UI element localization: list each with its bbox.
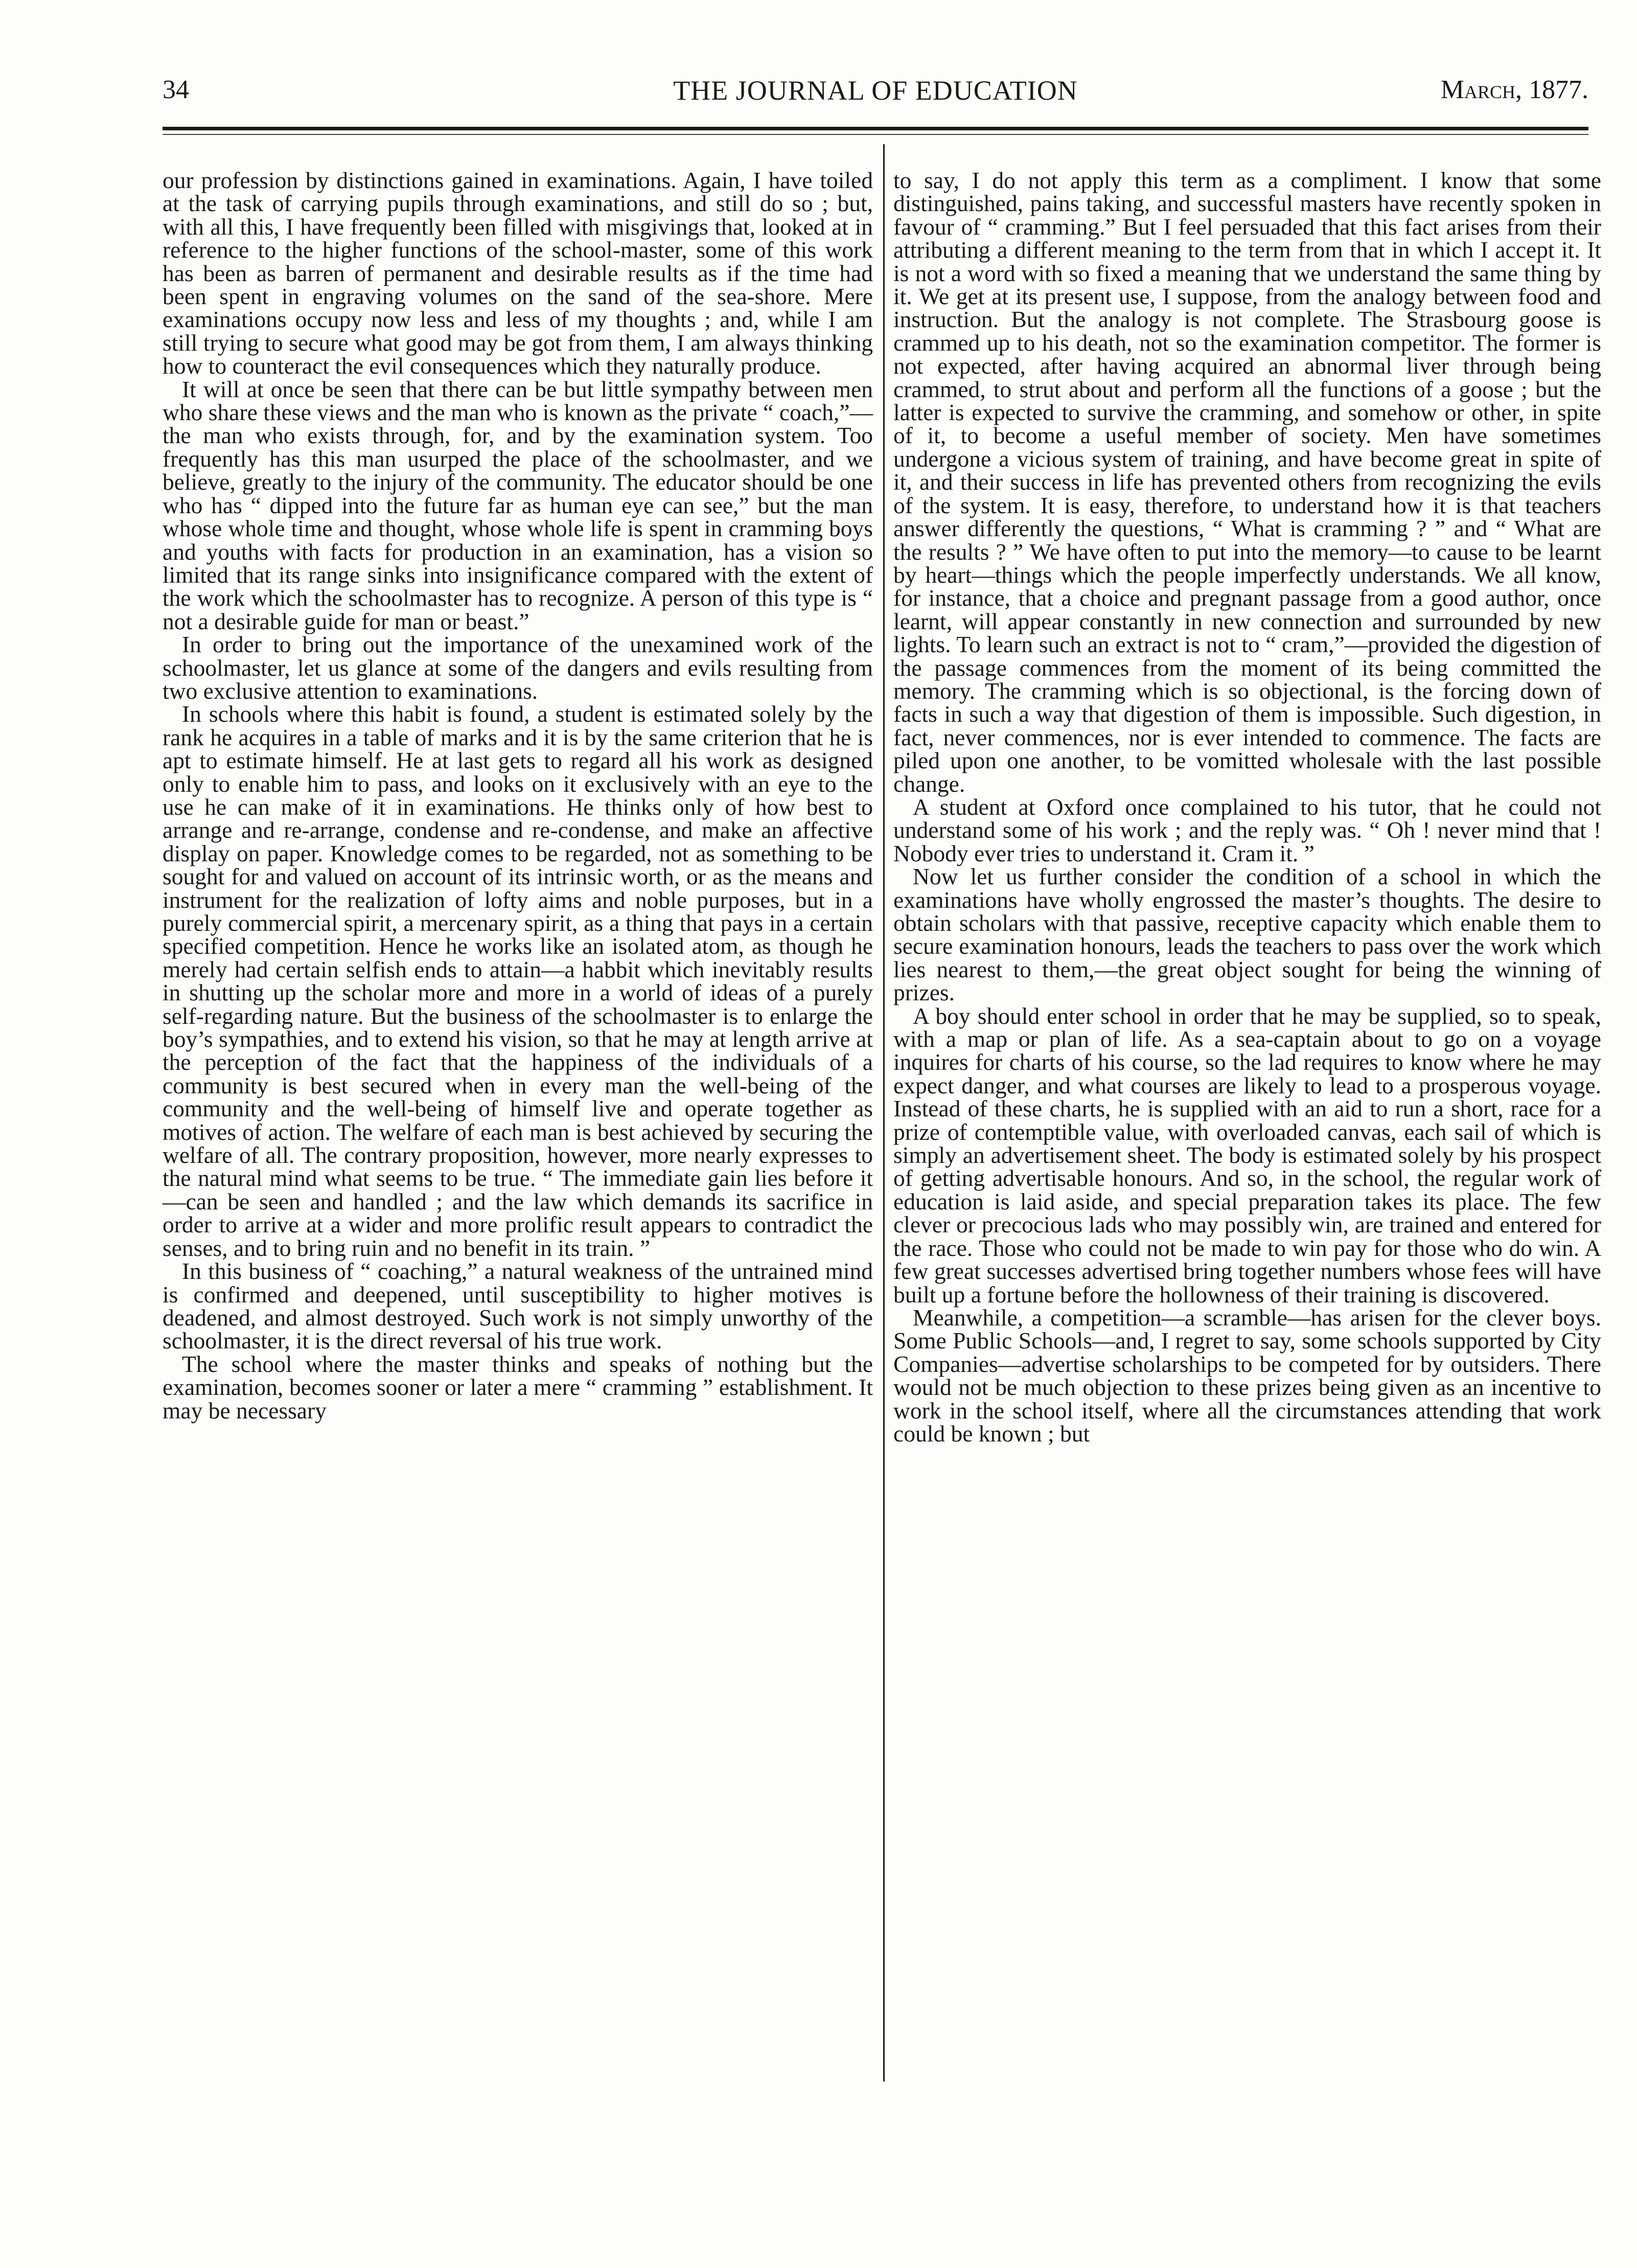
paragraph: It will at once be seen that there can be but little sympathy between men who share these views and the man who is known as the private “ coach,”—the man who exists through, for, and by the examination system. Too frequently has this man usurped the place of the schoolmaster, and we believe, greatly to the injury of the community. The educator should be one who has “ dipped into the future far as human eye can see,” but the man whose whole time and thought, whose whole life is spent in cramming boys and youths with facts for production in an examination, has a vision so limited that its range sinks into insignificance compared with the extent of the work which the schoolmaster has to recognize. A person of this type is “ not a desirable guide for man or beast.” bbox=[163, 376, 873, 634]
journal-title: THE JOURNAL OF EDUCATION bbox=[673, 75, 1078, 106]
paragraph: In order to bring out the importance of the unexamined work of the schoolmaster, let us glance at some of the dangers and evils resulting from two exclusive attention to examinations. bbox=[163, 631, 873, 704]
paragraph: our profession by distinctions gained in examinations. Again, I have toiled at the task of carrying pupils through examinations, and still do so ; but, with all this, I have frequently been filled with misgivings that, looked at in reference to the higher functions of the school-master, some of this work has been as barren of permanent and desirable results as if the time had been spent in engraving volumes on the sand of the sea-shore. Mere examinations occupy now less and less of my thoughts ; and, while I am still trying to secure what good may be got from them, I am always thinking how to counteract the evil consequences which they naturally produce. bbox=[163, 167, 873, 379]
paragraph: In schools where this habit is found, a student is estimated solely by the rank he acquires in a table of marks and it is by the same criterion that he is apt to estimate himself. He at last gets to regard all his work as designed only to enable him to pass, and looks on it exclusively with an eye to the use he can make of it in examinations. He thinks only of how best to arrange and re-arrange, condense and re-condense, and make an affective display on paper. Knowledge comes to be regarded, not as something to be sought for and valued on account of its intrinsic worth, or as the means and instrument for the realization of lofty aims and noble purposes, but in a purely commercial spirit, a mercenary spirit, as a thing that pays in a certain specified competition. Hence he works like an isolated atom, as though he merely had certain selfish ends to attain—a habbit which inevitably results in shutting up the scholar more and more in a world of ideas of a purely self-regarding nature. But the business of the schoolmaster is to enlarge the boy’s sympathies, and to extend his vision, so that he may at length arrive at the perception of the fact that the happiness of the individuals of a community is best secured when in every man the well-being of the community and the well-being of himself live and operate together as motives of action. The welfare of each man is best achieved by securing the welfare of all. The contrary proposition, however, more nearly expresses to the natural mind what seems to be true. “ The immediate gain lies before it—can be seen and handled ; and the law which demands its sacrifice in order to arrive at a wider and more prolific result appears to contradict the senses, and to bring ruin and no benefit in its train. ” bbox=[163, 701, 873, 1261]
right-column bbox=[893, 169, 1601, 1445]
paragraph: to say, I do not apply this term as a compliment. I know that some distinguished, pains taking, and successful masters have recently spoken in favour of “ cramming.” But I feel persuaded that this fact arises from their attributing a different meaning to the term from that in which I accept it. It is not a word with so fixed a meaning that we understand the same thing by it. We get at its present use, I suppose, from the analogy between food and instruction. But the analogy is not complete. The Strasbourg goose is crammed up to his death, not so the examination competitor. The former is not expected, after having acquired an abnormal liver through being crammed, to strut about and perform all the functions of a goose ; but the latter is expected to survive the cramming, and somehow or other, in spite of it, to become a useful member of society. Men have sometimes undergone a vicious system of training, and have become great in spite of it, and their success in life has prevented others from recognizing the evils of the system. It is easy, therefore, to understand how it is that teachers answer differently the questions, “ What is cramming ? ” and “ What are the results ? ” We have often to put into the memory—to cause to be learnt by heart—things which the people imperfectly understands. We all know, for instance, that a choice and pregnant passage from a good author, once learnt, will appear constantly in new connection and surrounded by new lights. To learn such an extract is not to “ cram,”—provided the digestion of the passage commences from the moment of its being committed the memory. The cramming which is so objectional, is the forcing down of facts in such a way that digestion of them is impossible. Such digestion, in fact, never commences, nor is ever intended to commence. The facts are piled upon one another, to be vomitted wholesale with the last possible change. bbox=[893, 167, 1601, 797]
page-number: 34 bbox=[163, 75, 189, 104]
paragraph: In this business of “ coaching,” a natural weakness of the untrained mind is confirmed and deepened, until susceptibility to higher motives is deadened, and almost destroyed. Such work is not simply unworthy of the schoolmaster, it is the direct reversal of his true work. bbox=[163, 1258, 873, 1354]
header-rule-thin bbox=[163, 134, 1588, 135]
paragraph: Meanwhile, a competition—a scramble—has arisen for the clever boys. Some Public Schools—and, I regret to say, some schools supported by City Companies—advertise scholarships to be competed for by outsiders. There would not be much objection to these prizes being given as an incentive to work in the school itself, where all the circumstances attending that work could be known ; but bbox=[893, 1304, 1601, 1447]
page-header bbox=[163, 71, 1588, 117]
issue-date: March, 1877. bbox=[1440, 75, 1588, 104]
paragraph: A boy should enter school in order that he may be supplied, so to speak, with a map or plan of life. As a sea-captain about to go on a voyage inquires for charts of his course, so the lad requires to know where he may expect danger, and what courses are likely to lead to a prosperous voyage. Instead of these charts, he is supplied with an aid to run a short, race for a prize of contemptible value, with overloaded canvas, each sail of which is simply an advertisement sheet. The body is estimated solely by his prospect of getting advertisable honours. And so, in the school, the regular work of education is laid aside, and special preparation takes its place. The few clever or precocious lads who may possibly win, are trained and entered for the race. Those who could not be made to win pay for those who do win. A few great successes advertised bring together numbers whose fees will have built up a fortune before the hollowness of their training is discovered. bbox=[893, 1002, 1601, 1308]
column-divider bbox=[883, 144, 885, 2081]
left-column bbox=[163, 169, 873, 1422]
header-rule bbox=[163, 127, 1588, 130]
paragraph: A student at Oxford once complained to his tutor, that he could not understand some of his work ; and the reply was. “ Oh ! never mind that ! Nobody ever tries to understand it. Cram it. ” bbox=[893, 793, 1601, 866]
paragraph: The school where the master thinks and speaks of nothing but the examination, becomes sooner or later a mere “ cramming ” establishment. It may be necessary bbox=[163, 1350, 873, 1424]
paragraph: Now let us further consider the condition of a school in which the examinations have wholly engrossed the master’s thoughts. The desire to obtain scholars with that passive, receptive capacity which enable them to secure examination honours, leads the teachers to pass over the work which lies nearest to them,—the great object sought for being the winning of prizes. bbox=[893, 863, 1601, 1006]
